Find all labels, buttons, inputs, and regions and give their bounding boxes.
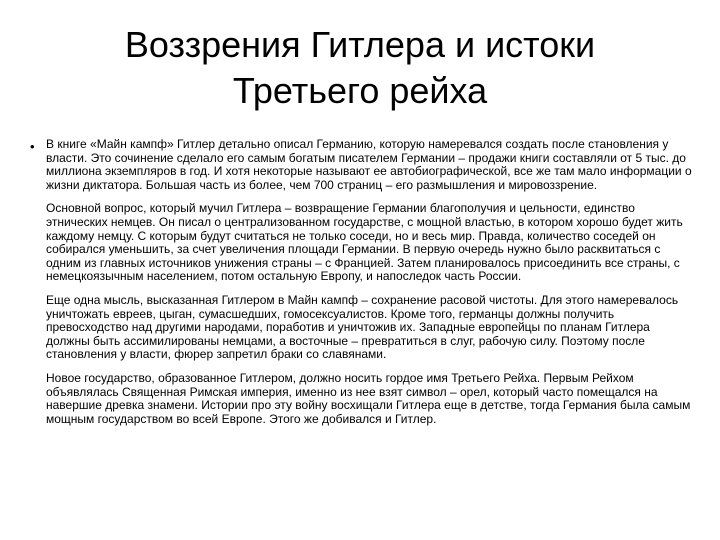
slide-title	[60, 22, 660, 114]
slide-title-line-2: Третьего рейха	[232, 70, 488, 111]
slide-body	[46, 138, 696, 436]
bullet-icon: •	[30, 139, 35, 154]
body-paragraph-4: Новое государство, образованное Гитлером, должно носить гордое имя Третьего Рейха. Первым Рейхом объявлялась Священная Римская империя, именно из нее взят символ – орел, который часто помещался на навершие древка знамени. Истории про эту войну восхищали Гитлера еще в детстве, тогда Германия была самым мощным государством во всей Европе. Этого же добивался и Гитлер.	[46, 370, 691, 426]
body-paragraph-1: В книге «Майн кампф» Гитлер детально описал Германию, которую намеревался создать после становления у власти. Это сочинение сделало его самым богатым писателем Германии – продажи книги составляли от 5 тыс. до миллиона экземпляров в год. И хотя некоторые называют ее автобиографической, все же там мало информации о жизни диктатора. Большая часть из более, чем 700 страниц – его размышления и мировоззрение.	[46, 137, 692, 192]
slide-title-line-1: Воззрения Гитлера и истоки	[124, 24, 596, 65]
body-paragraph-2: Основной вопрос, который мучил Гитлера – возвращение Германии благополучия и цельности, единство этнических немцев. Он писал о централизованном государстве, с мощной властью, в котором хорошо будет жить каждому немцу. С которым будут считаться не только соседи, но и весь мир. Правда, количество соседей он собирался уменьшить, за счет увеличения площади Германии. В первую очередь нужно было расквитаться с одним из главных источников унижения страны – с Францией. Затем планировалось присоединить все страны, с немецкоязычным населением, потом остальную Европу, и напоследок часть России.	[46, 201, 683, 284]
body-paragraph-3: Еще одна мысль, высказанная Гитлером в Майн кампф – сохранение расовой чистоты. Для этого намеревалось уничтожать евреев, цыган, сумасшедших, гомосексуалистов. Кроме того, германцы должны получить превосходство над другими народами, поработив и уничтожив их. Западные европейцы по планам Гитлера должны быть ассимилированы немцами, а восточные – превратиться в слуг, рабочую силу. Поэтому после становления у власти, фюрер запретил браки со славянами.	[46, 292, 679, 362]
